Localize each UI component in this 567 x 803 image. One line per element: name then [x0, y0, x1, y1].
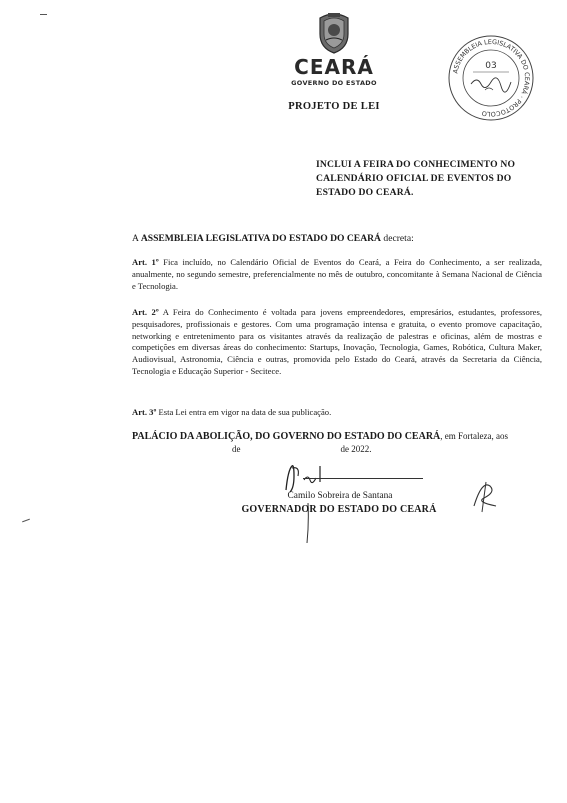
brand-name: CEARÁ	[294, 55, 374, 79]
closing-month: de	[232, 444, 241, 454]
document-type: PROJETO DE LEI	[288, 101, 380, 112]
article-text: Esta Lei entra em vigor na data de sua publicação.	[156, 407, 332, 417]
bill-summary	[316, 158, 544, 200]
article-label: Art. 3º	[132, 407, 157, 417]
state-coat-of-arms-icon	[316, 10, 352, 54]
summary-line: CALENDÁRIO OFICIAL DE EVENTOS DO	[316, 173, 512, 184]
closing-city: , em Fortaleza, aos	[440, 431, 509, 441]
rubric-mark	[466, 476, 506, 516]
article-label: Art. 2º	[132, 307, 159, 317]
decree-prefix: A	[132, 233, 141, 244]
article-text: A Feira do Conhecimento é voltada para jovens empreendedores, empresários, estudantes, professores, pesquisadores, profissionais e gestores. Com uma programação intensa e gratuita, o evento promove capacitação, networking e entretenimento para os visitantes através da realização de palestras e oficinas, além de mostras e competições em diversas áreas do conhecimento: Startups, Inovação, Tecnologia, Games, Robótica, Cultura Maker, Audiovisual, Astronomia, Ciência e outras, promovida pelo Estado do Ceará, através da Secretaria da Ciência, Tecnologia e Educação Superior - Secitece.	[132, 307, 542, 376]
svg-text:03: 03	[485, 61, 497, 71]
summary-line: ESTADO DO CEARÁ.	[316, 187, 414, 198]
svg-text:ASSEMBLEIA LEGISLATIVA DO CEAR: ASSEMBLEIA LEGISLATIVA DO CEARÁ · PROTOCOLO	[451, 37, 532, 119]
signature-line	[303, 478, 423, 479]
decree-verb: decreta:	[381, 233, 414, 244]
article-3	[132, 407, 542, 419]
signer-name: Camilo Sobreira de Santana	[287, 491, 393, 501]
brand-subtitle: GOVERNO DO ESTADO	[291, 79, 377, 87]
article-label: Art. 1º	[132, 257, 159, 267]
article-text: Fica incluído, no Calendário Oficial de Eventos do Ceará, a Feira do Conhecimento, a ser realizada, anualmente, no segundo semestre, preferencialmente no mês de outubro, concomitante à Semana Nacional de Ciência e Tecnologia.	[132, 257, 542, 291]
decree-statement	[132, 233, 552, 244]
scan-mark	[22, 519, 30, 523]
article-2	[132, 307, 542, 378]
signer-title: GOVERNADOR DO ESTADO DO CEARÁ	[241, 504, 437, 515]
legislative-body-name: ASSEMBLEIA LEGISLATIVA DO ESTADO DO CEARÁ	[140, 233, 381, 244]
closing-statement	[132, 430, 544, 456]
article-1	[132, 257, 542, 292]
scan-mark	[40, 14, 47, 15]
summary-line: INCLUI A FEIRA DO CONHECIMENTO NO	[316, 159, 516, 170]
palace-name: PALÁCIO DA ABOLIÇÃO, DO GOVERNO DO ESTADO DO CEARÁ	[132, 431, 441, 442]
protocol-stamp	[447, 34, 535, 122]
closing-year: de 2022.	[340, 444, 372, 454]
